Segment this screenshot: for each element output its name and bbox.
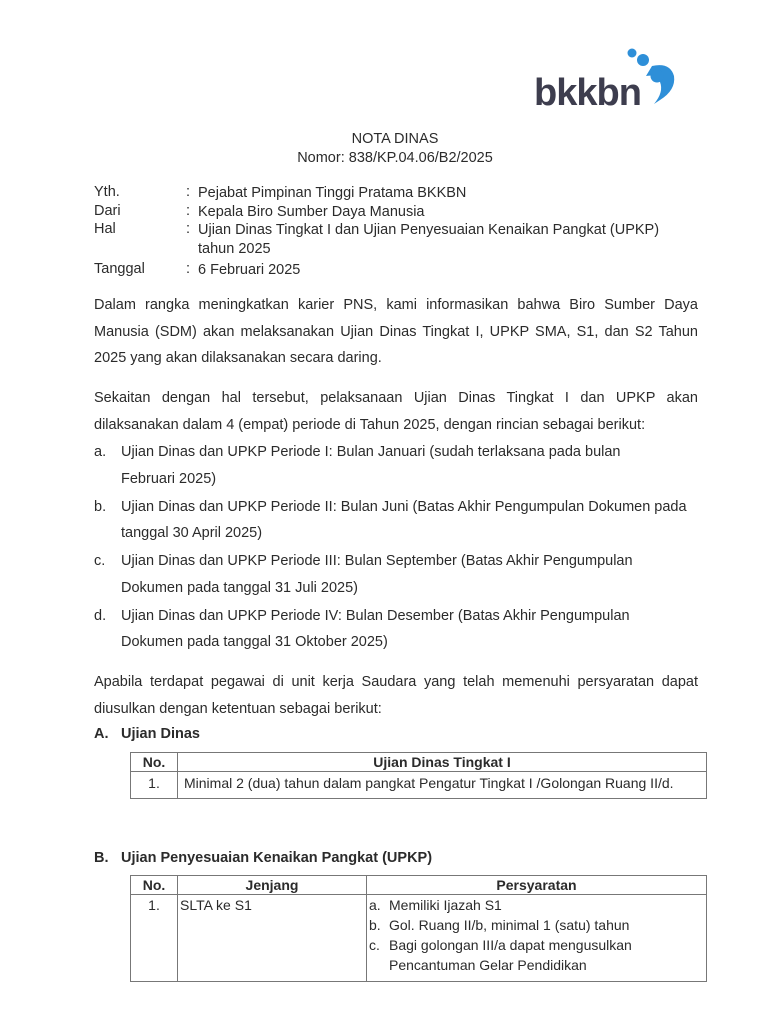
- section-title-text: Ujian Dinas: [121, 726, 200, 742]
- meta-colon: :: [186, 261, 191, 277]
- meta-row-yth: [94, 184, 708, 203]
- meta-value: Ujian Dinas Tingkat I dan Ujian Penyesuaian Kenaikan Pangkat (UPKP) tahun 2025: [198, 222, 660, 257]
- column-header-no: No.: [131, 876, 178, 895]
- requirements-intro-paragraph: Apabila terdapat pegawai di unit kerja Saudara yang telah memenuhi persyaratan dapat diusulkan dengan ketentuan sebagai berikut:: [94, 674, 698, 717]
- intro-paragraph: Dalam rangka meningkatkan karier PNS, kami informasikan bahwa Biro Sumber Daya Manusia (SDM) akan melaksanakan Ujian Dinas Tingkat I, UPKP SMA, S1, dan S2 Tahun 2025 yang akan dilaksanakan secara daring.: [94, 297, 698, 366]
- column-header-jenjang: Jenjang: [178, 876, 367, 895]
- document-title: NOTA DINAS: [351, 131, 439, 147]
- meta-key: Tanggal: [94, 261, 145, 277]
- ujian-dinas-table: [130, 752, 707, 799]
- section-title-text: Ujian Penyesuaian Kenaikan Pangkat (UPKP): [121, 850, 433, 866]
- cell-no: 1.: [131, 895, 178, 982]
- section-b-title: [94, 850, 432, 866]
- document-number: Nomor: 838/KP.04.06/B2/2025: [297, 150, 493, 166]
- table-header-row: [131, 753, 707, 772]
- upkp-table: [130, 875, 707, 982]
- requirement-text: Gol. Ruang II/b, minimal 1 (satu) tahun: [389, 917, 630, 933]
- list-marker: a.: [94, 444, 107, 460]
- list-item: [94, 494, 698, 547]
- list-text: Ujian Dinas dan UPKP Periode I: Bulan Januari (sudah terlaksana pada bulan Februari 2025): [121, 444, 621, 487]
- column-header-ujian-dinas: Ujian Dinas Tingkat I: [178, 753, 707, 772]
- requirement-item: [369, 915, 700, 935]
- cell-persyaratan: [367, 895, 707, 982]
- table-row: [131, 772, 707, 799]
- list-item: [94, 439, 698, 492]
- list-item: [94, 548, 698, 601]
- requirement-marker: b.: [369, 917, 381, 933]
- list-text: Ujian Dinas dan UPKP Periode IV: Bulan Desember (Batas Akhir Pengumpulan Dokumen pada tanggal 31 Oktober 2025): [121, 607, 630, 650]
- requirement-item: [369, 895, 700, 915]
- requirement-text: Memiliki Ijazah S1: [389, 897, 502, 913]
- meta-colon: :: [186, 203, 191, 219]
- list-item: [94, 603, 698, 656]
- section-marker: A.: [94, 726, 109, 742]
- requirement-item: [369, 935, 700, 975]
- logo-text: bkkbn: [534, 72, 641, 114]
- bkkbn-logo: [530, 44, 690, 114]
- section-a-title: [94, 726, 200, 742]
- list-marker: b.: [94, 498, 107, 515]
- list-marker: c.: [94, 553, 106, 569]
- meta-value: Kepala Biro Sumber Daya Manusia: [198, 204, 425, 220]
- table-row: [131, 895, 707, 982]
- meta-row-dari: [94, 203, 708, 222]
- meta-key: Hal: [94, 221, 116, 237]
- meta-value: 6 Februari 2025: [198, 262, 301, 278]
- section-marker: B.: [94, 850, 109, 866]
- list-text: Ujian Dinas dan UPKP Periode III: Bulan September (Batas Akhir Pengumpulan Dokumen pada tanggal 31 Juli 2025): [121, 553, 633, 596]
- meta-value: Pejabat Pimpinan Tinggi Pratama BKKBN: [198, 185, 467, 201]
- column-header-no: No.: [131, 753, 178, 772]
- requirement-marker: c.: [369, 937, 380, 953]
- meta-colon: :: [186, 184, 191, 200]
- list-text: Ujian Dinas dan UPKP Periode II: Bulan Juni (Batas Akhir Pengumpulan Dokumen pada tanggal 30 April 2025): [121, 498, 687, 541]
- requirement-text: Bagi golongan III/a dapat mengusulkan Pencantuman Gelar Pendidikan: [389, 937, 632, 973]
- meta-key: Yth.: [94, 184, 120, 200]
- meta-colon: :: [186, 221, 191, 237]
- meta-row-tanggal: [94, 261, 708, 280]
- column-header-persyaratan: Persyaratan: [367, 876, 707, 895]
- period-intro-paragraph: Sekaitan dengan hal tersebut, pelaksanaan Ujian Dinas Tingkat I dan UPKP akan dilaksanakan dalam 4 (empat) periode di Tahun 2025, dengan rincian sebagai berikut:: [94, 390, 698, 433]
- list-marker: d.: [94, 607, 107, 624]
- requirement-marker: a.: [369, 897, 381, 913]
- table-header-row: [131, 876, 707, 895]
- period-list: [94, 439, 698, 657]
- meta-row-hal: [94, 221, 688, 259]
- meta-key: Dari: [94, 203, 121, 219]
- cell-jenjang: SLTA ke S1: [178, 895, 367, 982]
- cell-no: 1.: [131, 772, 178, 799]
- cell-requirement: Minimal 2 (dua) tahun dalam pangkat Pengatur Tingkat I /Golongan Ruang II/d.: [178, 772, 707, 799]
